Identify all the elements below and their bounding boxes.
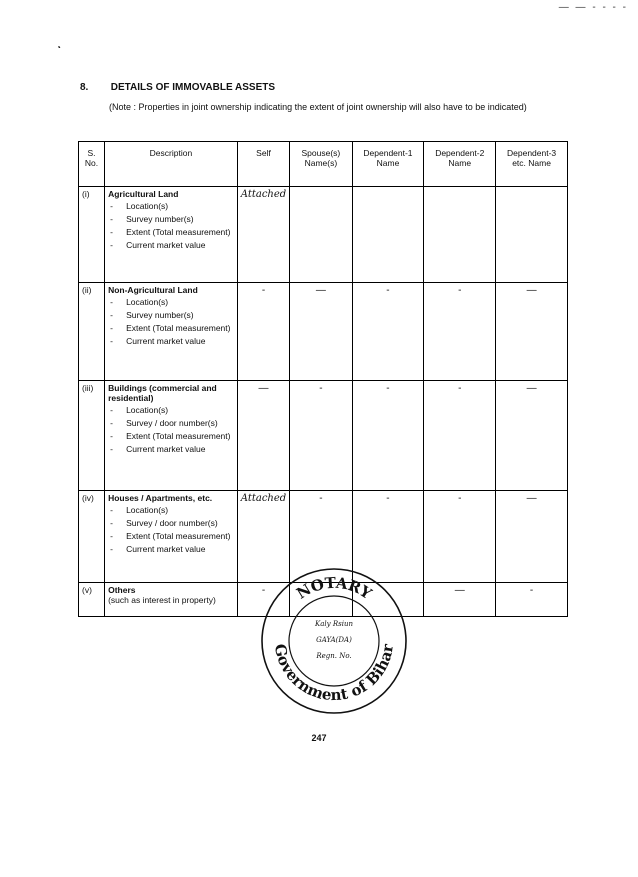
- row-subtitle: (such as interest in property): [108, 595, 216, 605]
- list-item: - Location(s): [108, 297, 234, 308]
- cell-spouse: —: [290, 283, 352, 381]
- row-description: [105, 187, 238, 283]
- cell-dependent-1: [352, 187, 424, 283]
- stamp-bottom-text: Government of Bihar: [270, 642, 397, 705]
- header-dependent-2: Dependent-2 Name: [424, 142, 496, 187]
- list-item: - Extent (Total measurement): [108, 227, 234, 238]
- list-item: - Location(s): [108, 505, 234, 516]
- cell-dependent-3: —: [496, 283, 568, 381]
- cell-self: Attached: [237, 187, 289, 283]
- header-dependent-1: Dependent-1 Name: [352, 142, 424, 187]
- cell-spouse: -: [290, 381, 352, 491]
- cell-dependent-1: -: [352, 283, 424, 381]
- cell-dependent-1: -: [352, 381, 424, 491]
- list-item: - Extent (Total measurement): [108, 531, 234, 542]
- row-sno: (v): [79, 583, 105, 617]
- cell-self: -: [237, 583, 289, 617]
- stamp-line-1: Kaly Rsiun: [315, 620, 353, 628]
- cell-self: —: [237, 381, 289, 491]
- row-sno: (i): [79, 187, 105, 283]
- list-item: - Extent (Total measurement): [108, 431, 234, 442]
- row-title: Others: [108, 585, 136, 595]
- list-item: - Extent (Total measurement): [108, 323, 234, 334]
- cell-dependent-2: -: [424, 491, 496, 583]
- row-sno: (iv): [79, 491, 105, 583]
- row-title: Buildings (commercial and residential): [108, 383, 217, 403]
- cell-spouse: [290, 187, 352, 283]
- row-sno: (ii): [79, 283, 105, 381]
- row-title: Non-Agricultural Land: [108, 285, 198, 295]
- handwritten-mark: ͺ: [57, 32, 62, 48]
- cell-dependent-1: -: [352, 491, 424, 583]
- list-item: - Current market value: [108, 240, 234, 251]
- cell-dependent-3: [496, 187, 568, 283]
- list-item: - Location(s): [108, 405, 234, 416]
- section-note: (Note : Properties in joint ownership indicating the extent of joint ownership will also have to be indicated): [109, 102, 527, 112]
- immovable-assets-table: [78, 141, 568, 617]
- section-heading: [80, 82, 275, 93]
- header-self: Self: [237, 142, 289, 187]
- page-number: 247: [311, 733, 327, 743]
- list-item: - Survey / door number(s): [108, 418, 234, 429]
- section-number: 8.: [80, 82, 89, 93]
- row-title: Houses / Apartments, etc.: [108, 493, 213, 503]
- stamp-top-text: NOTARY: [293, 573, 375, 603]
- cell-self: Attached: [237, 491, 289, 583]
- list-item: - Current market value: [108, 444, 234, 455]
- list-item: - Survey number(s): [108, 214, 234, 225]
- row-title: Agricultural Land: [108, 189, 179, 199]
- cell-spouse: -: [290, 491, 352, 583]
- header-sno: S. No.: [79, 142, 105, 187]
- list-item: - Current market value: [108, 336, 234, 347]
- table-row: [79, 283, 568, 381]
- list-item: - Survey number(s): [108, 310, 234, 321]
- list-item: - Current market value: [108, 544, 234, 555]
- stamp-line-3: Regn. No.: [316, 652, 352, 660]
- cell-dependent-3: —: [496, 491, 568, 583]
- row-description: [105, 491, 238, 583]
- cell-dependent-2: -: [424, 381, 496, 491]
- section-title: DETAILS OF IMMOVABLE ASSETS: [110, 82, 276, 93]
- scan-marks: — — - - - -: [558, 2, 628, 13]
- row-description: [105, 283, 238, 381]
- row-sno: (iii): [79, 381, 105, 491]
- cell-dependent-2: [424, 187, 496, 283]
- cell-dependent-3: -: [496, 583, 568, 617]
- cell-dependent-2: -: [424, 283, 496, 381]
- list-item: - Survey / door number(s): [108, 518, 234, 529]
- notary-stamp: [259, 566, 409, 716]
- table-row: [79, 187, 568, 283]
- cell-dependent-3: —: [496, 381, 568, 491]
- header-spouse: Spouse(s) Name(s): [290, 142, 352, 187]
- header-description: Description: [105, 142, 238, 187]
- stamp-line-2: GAYA(DA): [316, 636, 352, 644]
- table-header-row: [79, 142, 568, 187]
- cell-dependent-2: —: [424, 583, 496, 617]
- header-dependent-3: Dependent-3 etc. Name: [496, 142, 568, 187]
- cell-self: -: [237, 283, 289, 381]
- row-description: [105, 583, 238, 617]
- list-item: - Location(s): [108, 201, 234, 212]
- table-row: [79, 381, 568, 491]
- row-description: [105, 381, 238, 491]
